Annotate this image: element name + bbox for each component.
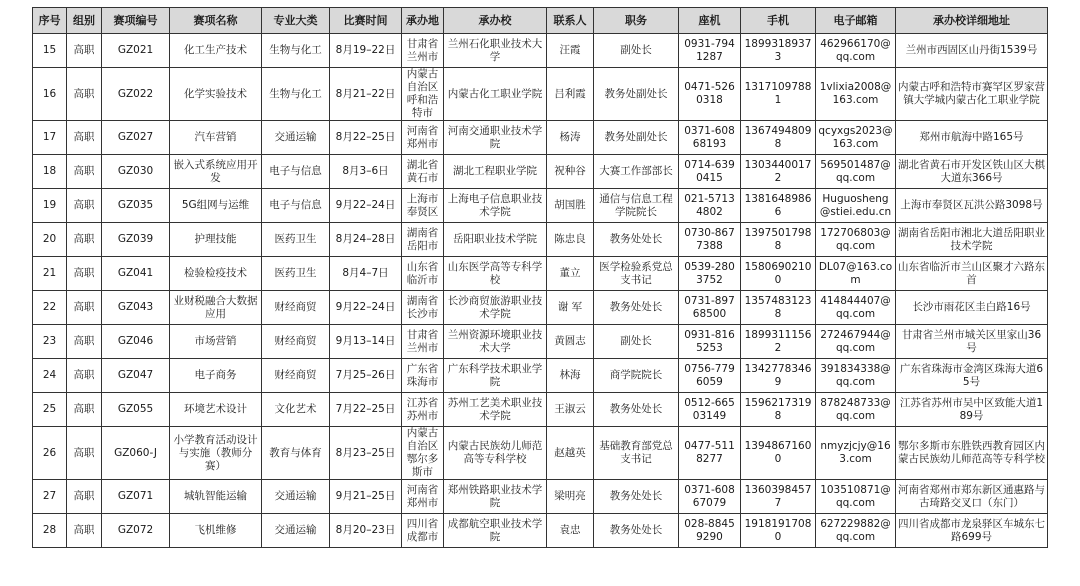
cell-school: 山东医学高等专科学校: [444, 257, 547, 291]
cell-category: 电子与信息: [262, 155, 330, 189]
cell-name: 市场营销: [170, 325, 262, 359]
cell-landline: 0931-7941287: [679, 34, 741, 68]
cell-code: GZ035: [102, 189, 170, 223]
cell-group: 高职: [67, 480, 102, 514]
cell-address: 甘肃省兰州市城关区里家山36号: [896, 325, 1048, 359]
cell-category: 电子与信息: [262, 189, 330, 223]
cell-city: 甘肃省兰州市: [402, 34, 444, 68]
cell-landline: 0477-5118277: [679, 427, 741, 480]
table-row: [33, 68, 1048, 121]
cell-city: 湖北省黄石市: [402, 155, 444, 189]
cell-contact: 吕利霞: [547, 68, 594, 121]
header-no: 序号: [33, 8, 67, 34]
cell-no: 24: [33, 359, 67, 393]
cell-time: 8月24–28日: [330, 223, 402, 257]
cell-email: Huguosheng@stiei.edu.cn: [816, 189, 896, 223]
cell-group: 高职: [67, 189, 102, 223]
cell-time: 9月21–25日: [330, 480, 402, 514]
cell-school: 兰州石化职业技术大学: [444, 34, 547, 68]
table-row: [33, 359, 1048, 393]
cell-email: DL07@163.com: [816, 257, 896, 291]
cell-group: 高职: [67, 393, 102, 427]
cell-title: 副处长: [594, 325, 679, 359]
cell-no: 23: [33, 325, 67, 359]
cell-category: 生物与化工: [262, 68, 330, 121]
cell-group: 高职: [67, 155, 102, 189]
header-email: 电子邮箱: [816, 8, 896, 34]
cell-address: 郑州市航海中路165号: [896, 121, 1048, 155]
cell-email: 414844407@qq.com: [816, 291, 896, 325]
cell-school: 成都航空职业技术学院: [444, 514, 547, 548]
cell-code: GZ041: [102, 257, 170, 291]
cell-mobile: 18993189373: [741, 34, 816, 68]
cell-group: 高职: [67, 325, 102, 359]
cell-code: GZ021: [102, 34, 170, 68]
cell-title: 教务处处长: [594, 480, 679, 514]
cell-mobile: 13034400172: [741, 155, 816, 189]
cell-contact: 陈忠良: [547, 223, 594, 257]
cell-title: 教务处处长: [594, 514, 679, 548]
cell-category: 财经商贸: [262, 291, 330, 325]
header-city: 承办地: [402, 8, 444, 34]
cell-group: 高职: [67, 514, 102, 548]
table-row: [33, 189, 1048, 223]
cell-city: 四川省成都市: [402, 514, 444, 548]
cell-no: 17: [33, 121, 67, 155]
cell-title: 副处长: [594, 34, 679, 68]
header-row: [33, 8, 1048, 34]
table-row: [33, 480, 1048, 514]
cell-city: 广东省珠海市: [402, 359, 444, 393]
cell-code: GZ027: [102, 121, 170, 155]
cell-address: 湖北省黄石市开发区铁山区大棋大道东366号: [896, 155, 1048, 189]
cell-school: 河南交通职业技术学院: [444, 121, 547, 155]
cell-school: 郑州铁路职业技术学院: [444, 480, 547, 514]
cell-category: 生物与化工: [262, 34, 330, 68]
cell-time: 8月22–25日: [330, 121, 402, 155]
cell-group: 高职: [67, 121, 102, 155]
cell-email: 462966170@qq.com: [816, 34, 896, 68]
cell-group: 高职: [67, 291, 102, 325]
cell-time: 9月22–24日: [330, 189, 402, 223]
cell-email: 391834338@qq.com: [816, 359, 896, 393]
cell-title: 教务处处长: [594, 223, 679, 257]
cell-address: 长沙市雨花区圭白路16号: [896, 291, 1048, 325]
cell-city: 山东省临沂市: [402, 257, 444, 291]
cell-contact: 杨涛: [547, 121, 594, 155]
cell-name: 嵌入式系统应用开发: [170, 155, 262, 189]
header-address: 承办校详细地址: [896, 8, 1048, 34]
cell-city: 河南省郑州市: [402, 121, 444, 155]
header-title: 职务: [594, 8, 679, 34]
cell-contact: 梁明亮: [547, 480, 594, 514]
cell-code: GZ022: [102, 68, 170, 121]
cell-category: 财经商贸: [262, 359, 330, 393]
cell-name: 化学实验技术: [170, 68, 262, 121]
cell-code: GZ071: [102, 480, 170, 514]
cell-group: 高职: [67, 257, 102, 291]
cell-title: 教务处副处长: [594, 68, 679, 121]
cell-city: 甘肃省兰州市: [402, 325, 444, 359]
cell-landline: 0539-2803752: [679, 257, 741, 291]
cell-mobile: 15806902100: [741, 257, 816, 291]
cell-address: 兰州市西固区山丹街1539号: [896, 34, 1048, 68]
cell-landline: 0714-6390415: [679, 155, 741, 189]
cell-email: 878248733@qq.com: [816, 393, 896, 427]
cell-school: 湖北工程职业学院: [444, 155, 547, 189]
cell-contact: 胡国胜: [547, 189, 594, 223]
header-contact: 联系人: [547, 8, 594, 34]
header-name: 赛项名称: [170, 8, 262, 34]
cell-name: 小学教育活动设计与实施（教师分赛）: [170, 427, 262, 480]
cell-contact: 林海: [547, 359, 594, 393]
cell-city: 江苏省苏州市: [402, 393, 444, 427]
cell-category: 交通运输: [262, 514, 330, 548]
cell-mobile: 19181917080: [741, 514, 816, 548]
cell-contact: 袁忠: [547, 514, 594, 548]
table-row: [33, 291, 1048, 325]
cell-name: 汽车营销: [170, 121, 262, 155]
cell-email: 569501487@qq.com: [816, 155, 896, 189]
cell-landline: 0512-66503149: [679, 393, 741, 427]
cell-category: 交通运输: [262, 121, 330, 155]
table-row: [33, 34, 1048, 68]
cell-no: 21: [33, 257, 67, 291]
cell-contact: 王淑云: [547, 393, 594, 427]
cell-code: GZ072: [102, 514, 170, 548]
cell-address: 河南省郑州市郑东新区通惠路与古琦路交叉口（东门）: [896, 480, 1048, 514]
header-category: 专业大类: [262, 8, 330, 34]
table-row: [33, 223, 1048, 257]
cell-email: 1vlixia2008@163.com: [816, 68, 896, 121]
cell-landline: 028-88459290: [679, 514, 741, 548]
cell-city: 湖南省长沙市: [402, 291, 444, 325]
cell-code: GZ030: [102, 155, 170, 189]
cell-contact: 董立: [547, 257, 594, 291]
cell-name: 环境艺术设计: [170, 393, 262, 427]
cell-landline: 0471-5260318: [679, 68, 741, 121]
cell-time: 7月22–25日: [330, 393, 402, 427]
cell-contact: 汪霞: [547, 34, 594, 68]
cell-address: 山东省临沂市兰山区聚才六路东首: [896, 257, 1048, 291]
cell-no: 25: [33, 393, 67, 427]
cell-city: 湖南省岳阳市: [402, 223, 444, 257]
cell-group: 高职: [67, 427, 102, 480]
cell-category: 财经商贸: [262, 325, 330, 359]
cell-title: 教务处副处长: [594, 121, 679, 155]
cell-landline: 021-57134802: [679, 189, 741, 223]
table-row: [33, 155, 1048, 189]
cell-city: 上海市奉贤区: [402, 189, 444, 223]
cell-city: 内蒙古自治区鄂尔多斯市: [402, 427, 444, 480]
cell-email: 627229882@qq.com: [816, 514, 896, 548]
header-mobile: 手机: [741, 8, 816, 34]
cell-title: 商学院院长: [594, 359, 679, 393]
cell-no: 27: [33, 480, 67, 514]
cell-mobile: 13816489866: [741, 189, 816, 223]
cell-time: 9月13–14日: [330, 325, 402, 359]
cell-address: 广东省珠海市金湾区珠海大道65号: [896, 359, 1048, 393]
cell-contact: 赵越英: [547, 427, 594, 480]
cell-landline: 0756-7796059: [679, 359, 741, 393]
cell-time: 7月25–26日: [330, 359, 402, 393]
cell-group: 高职: [67, 359, 102, 393]
cell-landline: 0731-89768500: [679, 291, 741, 325]
cell-time: 8月21–22日: [330, 68, 402, 121]
cell-address: 鄂尔多斯市东胜铁西教育园区内蒙古民族幼儿师范高等专科学校: [896, 427, 1048, 480]
table-row: [33, 427, 1048, 480]
cell-school: 长沙商贸旅游职业技术学院: [444, 291, 547, 325]
cell-address: 江苏省苏州市吴中区致能大道189号: [896, 393, 1048, 427]
cell-group: 高职: [67, 34, 102, 68]
cell-no: 22: [33, 291, 67, 325]
cell-name: 飞机维修: [170, 514, 262, 548]
cell-mobile: 13674948098: [741, 121, 816, 155]
cell-code: GZ060-J: [102, 427, 170, 480]
cell-title: 通信与信息工程学院院长: [594, 189, 679, 223]
cell-name: 检验检疫技术: [170, 257, 262, 291]
cell-school: 岳阳职业技术学院: [444, 223, 547, 257]
cell-mobile: 13171097881: [741, 68, 816, 121]
table-row: [33, 121, 1048, 155]
cell-title: 大赛工作部部长: [594, 155, 679, 189]
cell-school: 内蒙古化工职业学院: [444, 68, 547, 121]
cell-code: GZ047: [102, 359, 170, 393]
header-landline: 座机: [679, 8, 741, 34]
cell-no: 19: [33, 189, 67, 223]
cell-name: 化工生产技术: [170, 34, 262, 68]
cell-title: 教务处处长: [594, 291, 679, 325]
cell-code: GZ055: [102, 393, 170, 427]
cell-email: nmyzjcjy@163.com: [816, 427, 896, 480]
cell-group: 高职: [67, 223, 102, 257]
cell-city: 内蒙古自治区呼和浩特市: [402, 68, 444, 121]
cell-group: 高职: [67, 68, 102, 121]
cell-mobile: 13603984577: [741, 480, 816, 514]
cell-mobile: 13975017988: [741, 223, 816, 257]
cell-contact: 黄圆志: [547, 325, 594, 359]
cell-name: 5G组网与运维: [170, 189, 262, 223]
cell-time: 9月22–24日: [330, 291, 402, 325]
cell-code: GZ039: [102, 223, 170, 257]
cell-landline: 0371-60867079: [679, 480, 741, 514]
cell-no: 16: [33, 68, 67, 121]
cell-time: 8月3–6日: [330, 155, 402, 189]
cell-time: 8月4–7日: [330, 257, 402, 291]
cell-time: 8月23–25日: [330, 427, 402, 480]
cell-email: 172706803@qq.com: [816, 223, 896, 257]
cell-school: 苏州工艺美术职业技术学院: [444, 393, 547, 427]
table-row: [33, 257, 1048, 291]
cell-landline: 0931-8165253: [679, 325, 741, 359]
cell-school: 上海电子信息职业技术学院: [444, 189, 547, 223]
cell-school: 内蒙古民族幼儿师范高等专科学校: [444, 427, 547, 480]
cell-title: 医学检验系党总支书记: [594, 257, 679, 291]
table-row: [33, 393, 1048, 427]
cell-address: 四川省成都市龙泉驿区车城东七路699号: [896, 514, 1048, 548]
cell-address: 上海市奉贤区瓦洪公路3098号: [896, 189, 1048, 223]
cell-code: GZ043: [102, 291, 170, 325]
cell-email: qcyxgs2023@163.com: [816, 121, 896, 155]
cell-email: 272467944@qq.com: [816, 325, 896, 359]
cell-name: 城轨智能运输: [170, 480, 262, 514]
cell-mobile: 18993111562: [741, 325, 816, 359]
cell-title: 教务处处长: [594, 393, 679, 427]
cell-contact: 祝种谷: [547, 155, 594, 189]
competition-table: [32, 7, 1048, 548]
cell-category: 交通运输: [262, 480, 330, 514]
table-row: [33, 514, 1048, 548]
cell-title: 基础教育部党总支书记: [594, 427, 679, 480]
cell-mobile: 13427783469: [741, 359, 816, 393]
cell-no: 20: [33, 223, 67, 257]
table-container: [32, 7, 1048, 548]
cell-code: GZ046: [102, 325, 170, 359]
cell-landline: 0730-8677388: [679, 223, 741, 257]
header-group: 组别: [67, 8, 102, 34]
cell-landline: 0371-60868193: [679, 121, 741, 155]
cell-no: 18: [33, 155, 67, 189]
cell-name: 业财税融合大数据应用: [170, 291, 262, 325]
cell-no: 15: [33, 34, 67, 68]
header-school: 承办校: [444, 8, 547, 34]
cell-category: 教育与体育: [262, 427, 330, 480]
table-row: [33, 325, 1048, 359]
cell-time: 8月20–23日: [330, 514, 402, 548]
cell-email: 103510871@qq.com: [816, 480, 896, 514]
cell-contact: 谢 军: [547, 291, 594, 325]
cell-mobile: 13574831238: [741, 291, 816, 325]
cell-no: 26: [33, 427, 67, 480]
cell-address: 内蒙古呼和浩特市赛罕区罗家营镇大学城内蒙古化工职业学院: [896, 68, 1048, 121]
cell-category: 医药卫生: [262, 257, 330, 291]
cell-mobile: 15962173198: [741, 393, 816, 427]
cell-name: 护理技能: [170, 223, 262, 257]
cell-school: 广东科学技术职业学院: [444, 359, 547, 393]
cell-school: 兰州资源环境职业技术大学: [444, 325, 547, 359]
cell-category: 医药卫生: [262, 223, 330, 257]
cell-time: 8月19–22日: [330, 34, 402, 68]
header-code: 赛项编号: [102, 8, 170, 34]
cell-category: 文化艺术: [262, 393, 330, 427]
cell-name: 电子商务: [170, 359, 262, 393]
cell-no: 28: [33, 514, 67, 548]
header-time: 比赛时间: [330, 8, 402, 34]
cell-address: 湖南省岳阳市湘北大道岳阳职业技术学院: [896, 223, 1048, 257]
cell-mobile: 13948671600: [741, 427, 816, 480]
cell-city: 河南省郑州市: [402, 480, 444, 514]
